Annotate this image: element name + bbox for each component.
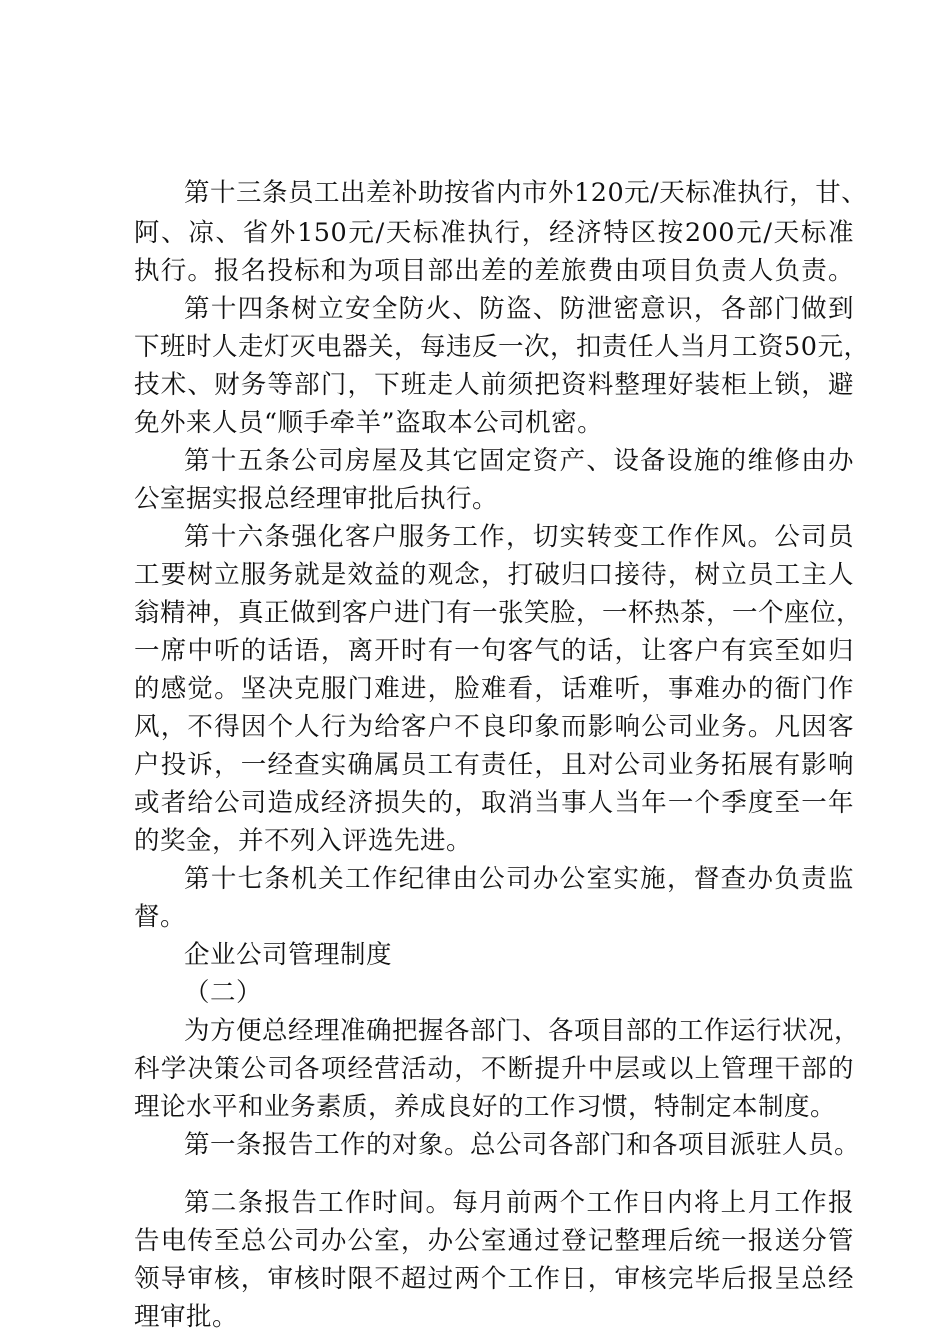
paragraph-line: 为方便总经理准确把握各部门、各项目部的工作运行状况， xyxy=(184,1016,861,1046)
paragraph-line: 科学决策公司各项经营活动，不断提升中层或以上管理干部的 xyxy=(134,1054,854,1084)
paragraph-line: 阿、凉、省外150元/天标准执行，经济特区按200元/天标准 xyxy=(134,218,854,248)
paragraph-line: 理论水平和业务素质，养成良好的工作习惯，特制定本制度。 xyxy=(134,1092,837,1122)
paragraph-line: 第十五条公司房屋及其它固定资产、设备设施的维修由办 xyxy=(184,446,854,476)
paragraph-line: 第十三条员工出差补助按省内市外120元/天标准执行，甘、 xyxy=(184,178,868,208)
paragraph-line: 督。 xyxy=(134,902,187,932)
paragraph-line: 第十七条机关工作纪律由公司办公室实施，督查办负责监 xyxy=(184,864,854,894)
paragraph-line: 理审批。 xyxy=(134,1302,239,1332)
paragraph-line: 的奖金，并不列入评选先进。 xyxy=(134,826,473,856)
paragraph-line: 户投诉，一经查实确属员工有责任，且对公司业务拓展有影响 xyxy=(134,750,854,780)
paragraph-line: 公室据实报总经理审批后执行。 xyxy=(134,484,499,514)
paragraph-line: 告电传至总公司办公室，办公室通过登记整理后统一报送分管 xyxy=(134,1226,854,1256)
section-number: （二） xyxy=(184,978,263,1008)
section-title: 企业公司管理制度 xyxy=(184,940,393,970)
paragraph-line: 一席中听的话语，离开时有一句客气的话，让客户有宾至如归 xyxy=(134,636,854,666)
paragraph-line: 第十六条强化客户服务工作，切实转变工作作风。公司员 xyxy=(184,522,854,552)
paragraph-line: 或者给公司造成经济损失的，取消当事人当年一个季度至一年 xyxy=(134,788,854,818)
paragraph-line: 领导审核，审核时限不超过两个工作日，审核完毕后报呈总经 xyxy=(134,1264,854,1294)
paragraph-line: 的感觉。坚决克服门难进，脸难看，话难听，事难办的衙门作 xyxy=(134,674,854,704)
paragraph-line: 工要树立服务就是效益的观念，打破归口接待，树立员工主人 xyxy=(134,560,854,590)
paragraph-line: 下班时人走灯灭电器关，每违反一次，扣责任人当月工资50元， xyxy=(134,332,870,362)
paragraph-line: 风，不得因个人行为给客户不良印象而影响公司业务。凡因客 xyxy=(134,712,854,742)
paragraph-line: 第十四条树立安全防火、防盗、防泄密意识，各部门做到 xyxy=(184,294,854,324)
paragraph-line: 免外来人员“顺手牵羊”盗取本公司机密。 xyxy=(134,408,604,438)
paragraph-line: 第二条报告工作时间。每月前两个工作日内将上月工作报 xyxy=(184,1188,854,1218)
paragraph-line: 第一条报告工作的对象。总公司各部门和各项目派驻人员。 xyxy=(184,1130,861,1160)
paragraph-line: 技术、财务等部门，下班走人前须把资料整理好装柜上锁，避 xyxy=(134,370,854,400)
paragraph-line: 翁精神，真正做到客户进门有一张笑脸，一杯热茶，一个座位， xyxy=(134,598,863,628)
paragraph-line: 执行。报名投标和为项目部出差的差旅费由项目负责人负责。 xyxy=(134,256,854,286)
